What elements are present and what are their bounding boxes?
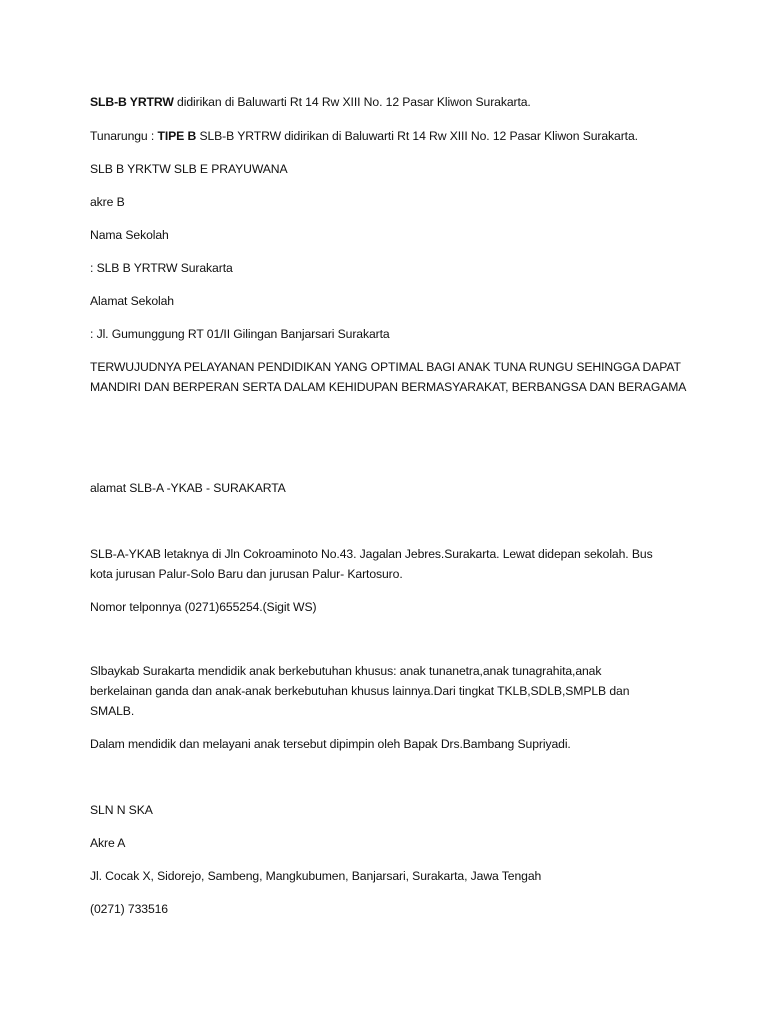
paragraph-sln-ska: SLN N SKA: [90, 803, 153, 817]
paragraph-label: Tunarungu :: [90, 129, 158, 143]
value-school-address: : Jl. Gumunggung RT 01/II Gilingan Banjarsari Surakarta: [90, 327, 390, 341]
paragraph-leadership: Dalam mendidik dan melayani anak tersebut dipimpin oleh Bapak Drs.Bambang Supriyadi.: [90, 737, 571, 751]
paragraph-phone: Nomor telponnya (0271)655254.(Sigit WS): [90, 600, 317, 614]
paragraph-text: didirikan di Baluwarti Rt 14 Rw XIII No. 12 Pasar Kliwon Surakarta.: [173, 95, 531, 109]
school-name-bold: SLB-B YRTRW: [90, 95, 174, 109]
paragraph-text: SLB-B YRTRW didirikan di Baluwarti Rt 14 Rw XIII No. 12 Pasar Kliwon Surakarta.: [196, 129, 638, 143]
value-school-name: : SLB B YRTRW Surakarta: [90, 261, 233, 275]
paragraph-location-line-2: kota jurusan Palur-Solo Baru dan jurusan Palur- Kartosuro.: [90, 567, 403, 581]
paragraph-vision-line-1: TERWUJUDNYA PELAYANAN PENDIDIKAN YANG OPTIMAL BAGI ANAK TUNA RUNGU SEHINGGA DAPAT: [90, 360, 681, 374]
paragraph-education-line-2: berkelainan ganda dan anak-anak berkebutuhan khusus lainnya.Dari tingkat TKLB,SDLB,SMPLB dan: [90, 684, 630, 698]
paragraph-address-heading: alamat SLB-A -YKAB - SURAKARTA: [90, 481, 286, 495]
paragraph-tunarungu: [90, 126, 690, 146]
paragraph-sln-phone: (0271) 733516: [90, 902, 168, 916]
label-school-name: Nama Sekolah: [90, 228, 169, 242]
paragraph-slb-b-yrtrw: [90, 92, 690, 112]
type-bold: TIPE B: [157, 129, 197, 143]
paragraph-location-line-1: SLB-A-YKAB letaknya di Jln Cokroaminoto No.43. Jagalan Jebres.Surakarta. Lewat didepan sekolah. Bus: [90, 547, 653, 561]
paragraph-education-line-1: Slbaykab Surakarta mendidik anak berkebutuhan khusus: anak tunanetra,anak tunagrahita,anak: [90, 664, 602, 678]
paragraph-school-list: SLB B YRKTW SLB E PRAYUWANA: [90, 162, 288, 176]
paragraph-vision-line-2: MANDIRI DAN BERPERAN SERTA DALAM KEHIDUPAN BERMASYARAKAT, BERBANGSA DAN BERAGAMA: [90, 380, 687, 394]
label-school-address: Alamat Sekolah: [90, 294, 174, 308]
paragraph-accreditation-b: akre B: [90, 195, 125, 209]
paragraph-accreditation-a: Akre A: [90, 836, 126, 850]
paragraph-education-line-3: SMALB.: [90, 704, 135, 718]
paragraph-sln-address: Jl. Cocak X, Sidorejo, Sambeng, Mangkubumen, Banjarsari, Surakarta, Jawa Tengah: [90, 869, 542, 883]
